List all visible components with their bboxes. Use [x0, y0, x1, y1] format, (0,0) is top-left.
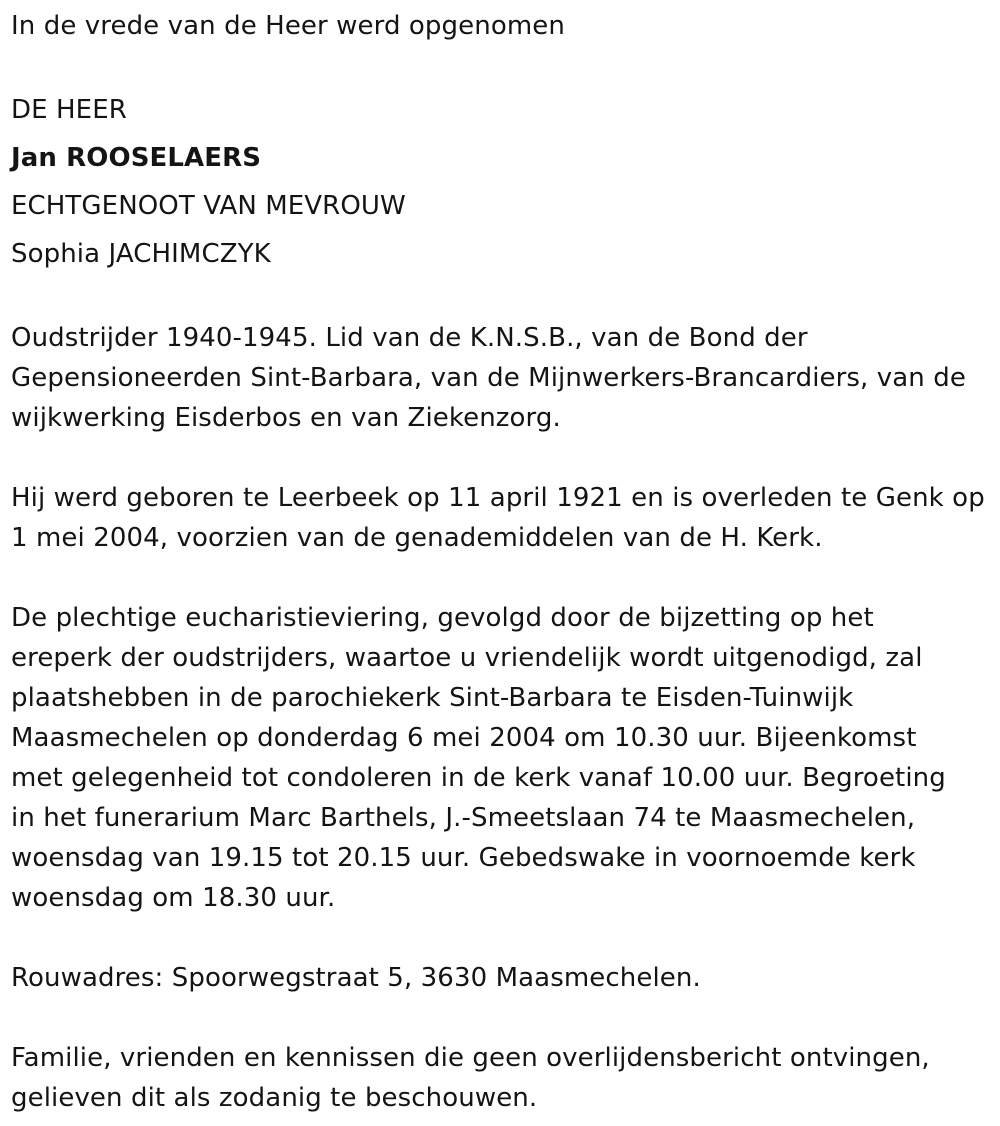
intro-text: In de vrede van de Heer werd opgenomen: [11, 11, 565, 41]
spouse-title: ECHTGENOOT VAN MEVROUW: [11, 191, 406, 221]
text-line: Familie, vrienden en kennissen die geen overlijdensbericht ontvingen,: [11, 1043, 930, 1073]
text-line: in het funerarium Marc Barthels, J.-Smeetslaan 74 te Maasmechelen,: [11, 803, 916, 833]
text-line: Rouwadres: Spoorwegstraat 5, 3630 Maasmechelen.: [11, 963, 701, 993]
paragraph-closing: [11, 1038, 991, 1118]
spacer: [11, 46, 991, 86]
deceased-name: Jan ROOSELAERS: [11, 143, 262, 173]
paragraph-ceremony: [11, 598, 991, 918]
paragraph-memberships: [11, 318, 991, 438]
text-line: wijkwerking Eisderbos en van Ziekenzorg.: [11, 403, 561, 433]
spouse-name: Sophia JACHIMCZYK: [11, 239, 271, 269]
text-line: Oudstrijder 1940-1945. Lid van de K.N.S.B., van de Bond der: [11, 323, 808, 353]
text-line: plaatshebben in de parochiekerk Sint-Barbara te Eisden-Tuinwijk: [11, 683, 854, 713]
text-line: gelieven dit als zodanig te beschouwen.: [11, 1083, 538, 1113]
text-line: ereperk der oudstrijders, waartoe u vriendelijk wordt uitgenodigd, zal: [11, 643, 923, 673]
text-line: Maasmechelen op donderdag 6 mei 2004 om 10.30 uur. Bijeenkomst: [11, 723, 917, 753]
text-line: woensdag van 19.15 tot 20.15 uur. Gebedswake in voornoemde kerk: [11, 843, 916, 873]
text-line: Hij werd geboren te Leerbeek op 11 april 1921 en is overleden te Genk op: [11, 483, 985, 513]
honorific: DE HEER: [11, 95, 127, 125]
text-line: Gepensioneerden Sint-Barbara, van de Mijnwerkers-Brancardiers, van de: [11, 363, 966, 393]
text-line: met gelegenheid tot condoleren in de kerk vanaf 10.00 uur. Begroeting: [11, 763, 946, 793]
text-line: De plechtige eucharistieviering, gevolgd door de bijzetting op het: [11, 603, 874, 633]
paragraph-birth-death: [11, 478, 991, 558]
text-line: 1 mei 2004, voorzien van de genademiddelen van de H. Kerk.: [11, 523, 823, 553]
person-block: [11, 86, 991, 278]
paragraph-mourning-address: [11, 958, 991, 998]
spacer: [11, 278, 991, 318]
text-line: woensdag om 18.30 uur.: [11, 883, 336, 913]
death-notice: [11, 6, 991, 1118]
